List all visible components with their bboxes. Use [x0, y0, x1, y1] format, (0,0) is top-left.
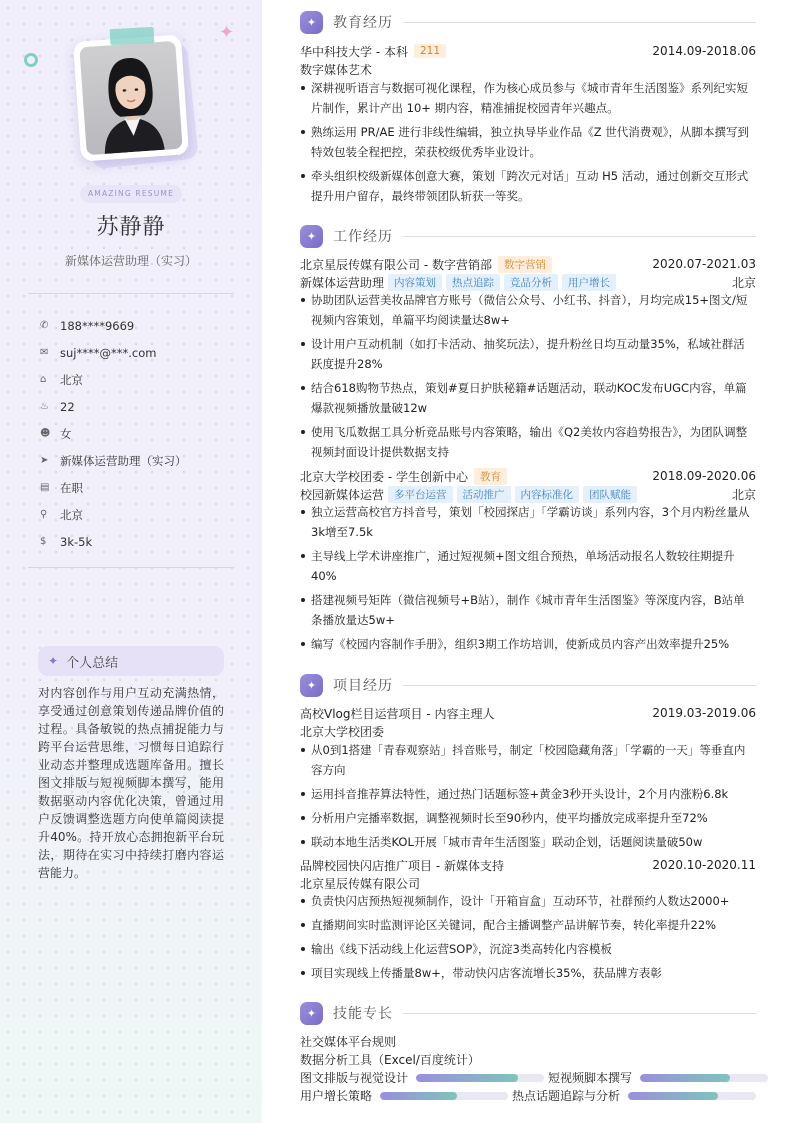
- skill-tag: 团队赋能: [583, 486, 637, 503]
- section-skills: [300, 1001, 756, 1025]
- skill-bar: [640, 1074, 768, 1082]
- skill-bar-fill: [380, 1092, 457, 1100]
- project-date: 2019.03-2019.06: [652, 706, 756, 720]
- candidate-role: 新媒体运营助理（实习）: [64, 254, 197, 268]
- contact-city: [40, 501, 240, 528]
- sparkle-icon: ✦: [48, 654, 59, 668]
- contact-phone: [40, 312, 240, 339]
- briefcase-icon: ▤: [40, 482, 50, 493]
- skill-tag: 用户增长: [562, 274, 616, 291]
- divider: [28, 567, 234, 568]
- sidebar: [0, 0, 262, 1123]
- skill-bar: [628, 1092, 756, 1100]
- job-date: 2018.09-2020.06: [652, 469, 756, 483]
- section-education: [300, 10, 756, 34]
- school-name: 华中科技大学 - 本科: [300, 44, 408, 59]
- photo-tape: [110, 27, 155, 45]
- contact-value: 3k-5k: [60, 534, 93, 549]
- contact-hometown: [40, 366, 240, 393]
- education-date: 2014.09-2018.06: [652, 44, 756, 58]
- divider: [28, 293, 234, 294]
- project-name: 高校Vlog栏目运营项目 - 内容主理人: [300, 706, 495, 721]
- list-item: 联动本地生活类KOL开展「城市青年生活图鉴」联动企划，话题阅读量破50w: [300, 832, 756, 852]
- mail-icon: ✉: [40, 347, 49, 358]
- sparkle-icon: ✦: [300, 674, 323, 697]
- summary-title: 个人总结: [66, 655, 119, 671]
- contact-value: 188****9669: [60, 318, 135, 333]
- job-bullets: [300, 290, 756, 466]
- job-org: 北京星辰传媒有限公司 - 数字营销部: [300, 257, 492, 272]
- list-item: 独立运营高校官方抖音号，策划「校园探店」「学霸访谈」系列内容，3个月内粉丝量从3k增至7.5k: [300, 502, 756, 542]
- skill-bar-row: [300, 1069, 770, 1087]
- contact-list: [40, 312, 240, 555]
- project-bullets: [300, 740, 756, 856]
- contact-value: 北京: [60, 507, 83, 522]
- salary-icon: $: [40, 536, 47, 547]
- sparkle-icon: ✦: [219, 22, 235, 43]
- contact-email: [40, 339, 240, 366]
- list-item: 搭建视频号矩阵（微信视频号+B站），制作《城市青年生活图鉴》等深度内容，B站单条播放量达5w+: [300, 590, 756, 630]
- list-item: 项目实现线上传播量8w+，带动快闪店客流增长35%，获品牌方表彰: [300, 963, 756, 983]
- skill-label: 热点话题追踪与分析: [512, 1089, 621, 1103]
- project-org-row: [300, 874, 756, 892]
- skill-bar-row: [300, 1087, 770, 1105]
- skill-bar-fill: [640, 1074, 730, 1082]
- list-item: 直播期间实时监测评论区关键词，配合主播调整产品讲解节奏，转化率提升22%: [300, 915, 756, 935]
- project-name: 品牌校园快闪店推广项目 - 新媒体支持: [300, 858, 504, 873]
- skill-tag: 内容标准化: [515, 486, 580, 503]
- project-header: [300, 856, 756, 874]
- contact-age: [40, 393, 240, 420]
- sparkle-icon: ✦: [300, 1002, 323, 1025]
- skill-tag: 内容策划: [388, 274, 442, 291]
- contact-salary: [40, 528, 240, 555]
- job-tag: 教育: [474, 468, 507, 485]
- contact-status: [40, 474, 240, 501]
- gender-icon: ☻: [40, 428, 51, 439]
- job-tag: 数字营销: [498, 256, 552, 273]
- job-city: 北京: [731, 487, 756, 502]
- section-rule: [403, 236, 756, 237]
- cake-icon: ♨: [40, 401, 49, 412]
- section-work: [300, 224, 756, 248]
- job-date: 2020.07-2021.03: [652, 257, 756, 271]
- avatar: [79, 41, 182, 155]
- list-item: 主导线上学术讲座推广，通过短视频+图文组合预热，单场活动报名人数较往期提升40%: [300, 546, 756, 586]
- skill-label: 图文排版与视觉设计: [300, 1071, 409, 1085]
- section-projects: [300, 673, 756, 697]
- school-tag: 211: [414, 44, 446, 58]
- project-header: [300, 704, 756, 722]
- job-header: [300, 467, 756, 485]
- contact-value: 北京: [60, 372, 83, 387]
- list-item: 深耕视听语言与数据可视化课程，作为核心成员参与《城市青年生活图鉴》系列纪实短片制作，累计产出 10+ 期内容，精准捕捉校园青年兴趣点。: [300, 78, 756, 118]
- decorative-ring: [24, 53, 38, 67]
- sparkle-icon: ✦: [300, 11, 323, 34]
- job-position: 新媒体运营助理: [300, 275, 385, 290]
- list-item: 输出《线下活动线上化运营SOP》，沉淀3类高转化内容模板: [300, 939, 756, 959]
- resume-badge: AMAZING RESUME: [80, 185, 182, 203]
- contact-target-role: [40, 447, 240, 474]
- location-pin-icon: ⚲: [40, 509, 48, 520]
- skill-bar: [380, 1092, 508, 1100]
- job-org: 北京大学校团委 - 学生创新中心: [300, 469, 468, 484]
- skill-tag: 竞品分析: [504, 274, 558, 291]
- list-item: 编写《校园内容制作手册》，组织3期工作坊培训，使新成员内容产出效率提升25%: [300, 634, 756, 654]
- project-org: 北京星辰传媒有限公司: [300, 876, 421, 891]
- summary-heading: [38, 646, 224, 676]
- education-header: [300, 42, 756, 60]
- project-date: 2020.10-2020.11: [652, 858, 756, 872]
- project-org-row: [300, 722, 756, 740]
- list-item: 熟练运用 PR/AE 进行非线性编辑，独立执导毕业作品《Z 世代消费观》，从脚本撰写到特效包装全程把控，荣获校级优秀毕业设计。: [300, 122, 756, 162]
- photo-frame: [73, 34, 189, 161]
- skill-item: 社交媒体平台规则: [300, 1035, 397, 1049]
- skill-bar: [416, 1074, 544, 1082]
- phone-icon: ✆: [40, 320, 49, 331]
- contact-value: 在职: [60, 480, 83, 495]
- skill-label: 短视频脚本撰写: [548, 1071, 633, 1085]
- list-item: 结合618购物节热点，策划#夏日护肤秘籍#话题活动，联动KOC发布UGC内容，单篇爆款视频播放量破12w: [300, 378, 756, 418]
- summary-text: 对内容创作与用户互动充满热情，享受通过创意策划传递品牌价值的过程。具备敏锐的热点捕捉能力与跨平台运营思维，习惯每日追踪行业动态并整理成选题库备用。擅长图文排版与短视频脚本撰写，能用数据驱动内容优化决策，曾通过用户反馈调整选题方向使单篇阅读提升40%。持开放心态拥抱新平台玩法，期待在实习中持续打磨内容运营能力。: [38, 686, 224, 880]
- contact-value: suj****@***.com: [60, 345, 157, 360]
- list-item: 协助团队运营美妆品牌官方账号（微信公众号、小红书、抖音），月均完成15+图文/短视频内容策划，单篇平均阅读量达8w+: [300, 290, 756, 330]
- home-icon: ⌂: [40, 374, 47, 385]
- contact-value: 女: [60, 426, 72, 441]
- section-title: 项目经历: [333, 678, 393, 694]
- list-item: 设计用户互动机制（如打卡活动、抽奖玩法），提升粉丝日均互动量35%，私域社群活跃度提升28%: [300, 334, 756, 374]
- contact-value: 新媒体运营助理（实习）: [60, 453, 187, 468]
- section-rule: [403, 22, 756, 23]
- job-position-row: [300, 273, 756, 291]
- section-rule: [403, 1013, 756, 1014]
- skill-label: 用户增长策略: [300, 1089, 373, 1103]
- project-org: 北京大学校团委: [300, 724, 385, 739]
- job-bullets: [300, 502, 756, 658]
- education-major-row: [300, 60, 756, 78]
- skill-bar-fill: [628, 1092, 718, 1100]
- send-icon: ➤: [40, 455, 49, 466]
- job-position: 校园新媒体运营: [300, 487, 385, 502]
- job-header: [300, 255, 756, 273]
- project-bullets: [300, 891, 756, 987]
- list-item: 负责快闪店预热短视频制作，设计「开箱盲盒」互动环节，社群预约人数达2000+: [300, 891, 756, 911]
- list-item: 分析用户完播率数据，调整视频时长至90秒内，使平均播放完成率提升至72%: [300, 808, 756, 828]
- section-title: 工作经历: [333, 229, 393, 245]
- sparkle-icon: ✦: [300, 225, 323, 248]
- skill-tag: 活动推广: [457, 486, 511, 503]
- job-city: 北京: [731, 275, 756, 290]
- education-bullets: [300, 78, 756, 210]
- list-item: 牵头组织校级新媒体创意大赛，策划「跨次元对话」互动 H5 活动，通过创新交互形式提升用户留存，最终带领团队斩获一等奖。: [300, 166, 756, 206]
- major: 数字媒体艺术: [300, 62, 373, 77]
- candidate-name: 苏静静: [96, 215, 166, 240]
- skill-tag: 多平台运营: [388, 486, 453, 503]
- list-item: 运用抖音推荐算法特性，通过热门话题标签+黄金3秒开头设计，2个月内涨粉6.8k: [300, 784, 756, 804]
- list-item: 从0到1搭建「青春观察站」抖音账号，制定「校园隐藏角落」「学霸的一天」等垂直内容方向: [300, 740, 756, 780]
- section-rule: [403, 685, 756, 686]
- list-item: 使用飞瓜数据工具分析竞品账号内容策略，输出《Q2美妆内容趋势报告》，为团队调整视频封面设计提供数据支持: [300, 422, 756, 462]
- job-position-row: [300, 485, 756, 503]
- contact-gender: [40, 420, 240, 447]
- contact-value: 22: [60, 399, 75, 414]
- skill-item: 数据分析工具（Excel/百度统计）: [300, 1053, 480, 1067]
- section-title: 教育经历: [333, 15, 393, 31]
- skill-tag: 热点追踪: [446, 274, 500, 291]
- section-title: 技能专长: [333, 1006, 393, 1022]
- skill-bar-fill: [416, 1074, 518, 1082]
